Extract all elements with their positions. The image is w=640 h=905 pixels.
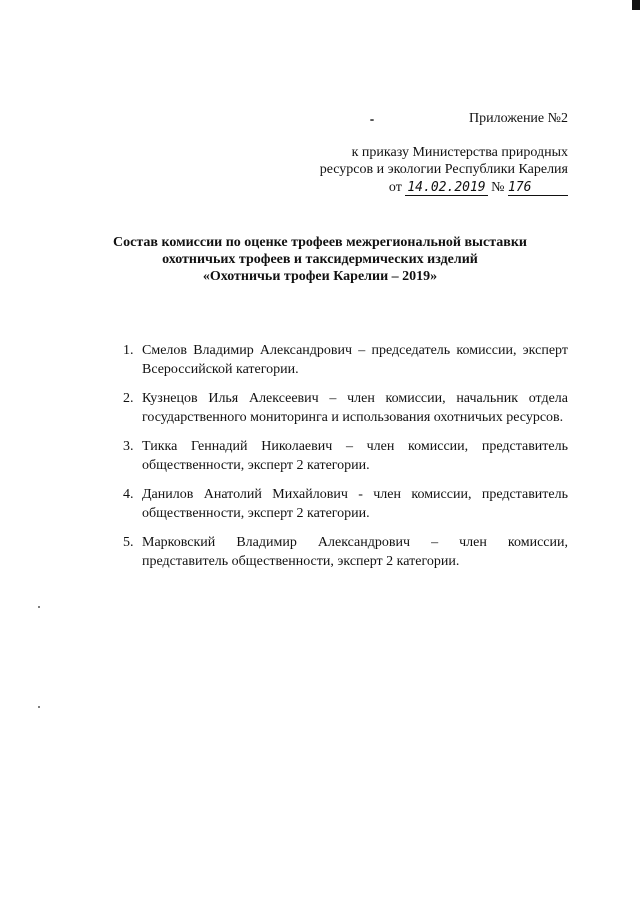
list-item	[120, 437, 568, 475]
order-number: 176	[508, 180, 568, 196]
heading-line: охотничьих трофеев и таксидермических изделий	[162, 252, 478, 267]
scan-corner-mark	[632, 0, 640, 10]
order-number-label: №	[491, 180, 505, 195]
heading-line: Состав комиссии по оценке трофеев межрегиональной выставки	[113, 235, 527, 250]
list-item-number: 1.	[123, 343, 134, 358]
list-item	[120, 533, 568, 571]
annex-line: к приказу Министерства природных	[351, 145, 568, 160]
scan-speck	[370, 119, 374, 121]
list-item-text: Тикка Геннадий Николаевич – член комиссии, представитель общественности, эксперт 2 категории.	[142, 439, 568, 473]
list-item-number: 3.	[123, 439, 134, 454]
heading-line: «Охотничьи трофеи Карелии – 2019»	[202, 269, 438, 284]
list-item-text: Марковский Владимир Александрович – член комиссии, представитель общественности, эксперт 2 категории.	[142, 535, 568, 569]
list-item-number: 2.	[123, 391, 134, 406]
list-item	[120, 485, 568, 523]
list-item-text: Кузнецов Илья Алексеевич – член комиссии, начальник отдела государственного мониторинга и использования охотничьих ресурсов.	[142, 391, 568, 425]
order-line	[389, 180, 568, 196]
document-heading	[0, 234, 640, 285]
commission-members-list	[120, 341, 568, 581]
scan-speck	[38, 606, 40, 608]
annex-line: ресурсов и экологии Республики Карелия	[319, 162, 568, 177]
annex-reference	[320, 144, 568, 178]
list-item-text: Данилов Анатолий Михайлович - член комиссии, представитель общественности, эксперт 2 категории.	[142, 487, 568, 521]
annex-title: Приложение №2	[469, 111, 568, 126]
list-item-text: Смелов Владимир Александрович – председатель комиссии, эксперт Всероссийской категории.	[142, 343, 568, 377]
order-from-label: от	[388, 180, 402, 195]
list-item	[120, 341, 568, 379]
list-item-number: 4.	[123, 487, 134, 502]
list-item-number: 5.	[123, 535, 134, 550]
list-item	[120, 389, 568, 427]
order-date: 14.02.2019	[407, 180, 486, 195]
scan-speck	[38, 706, 40, 708]
